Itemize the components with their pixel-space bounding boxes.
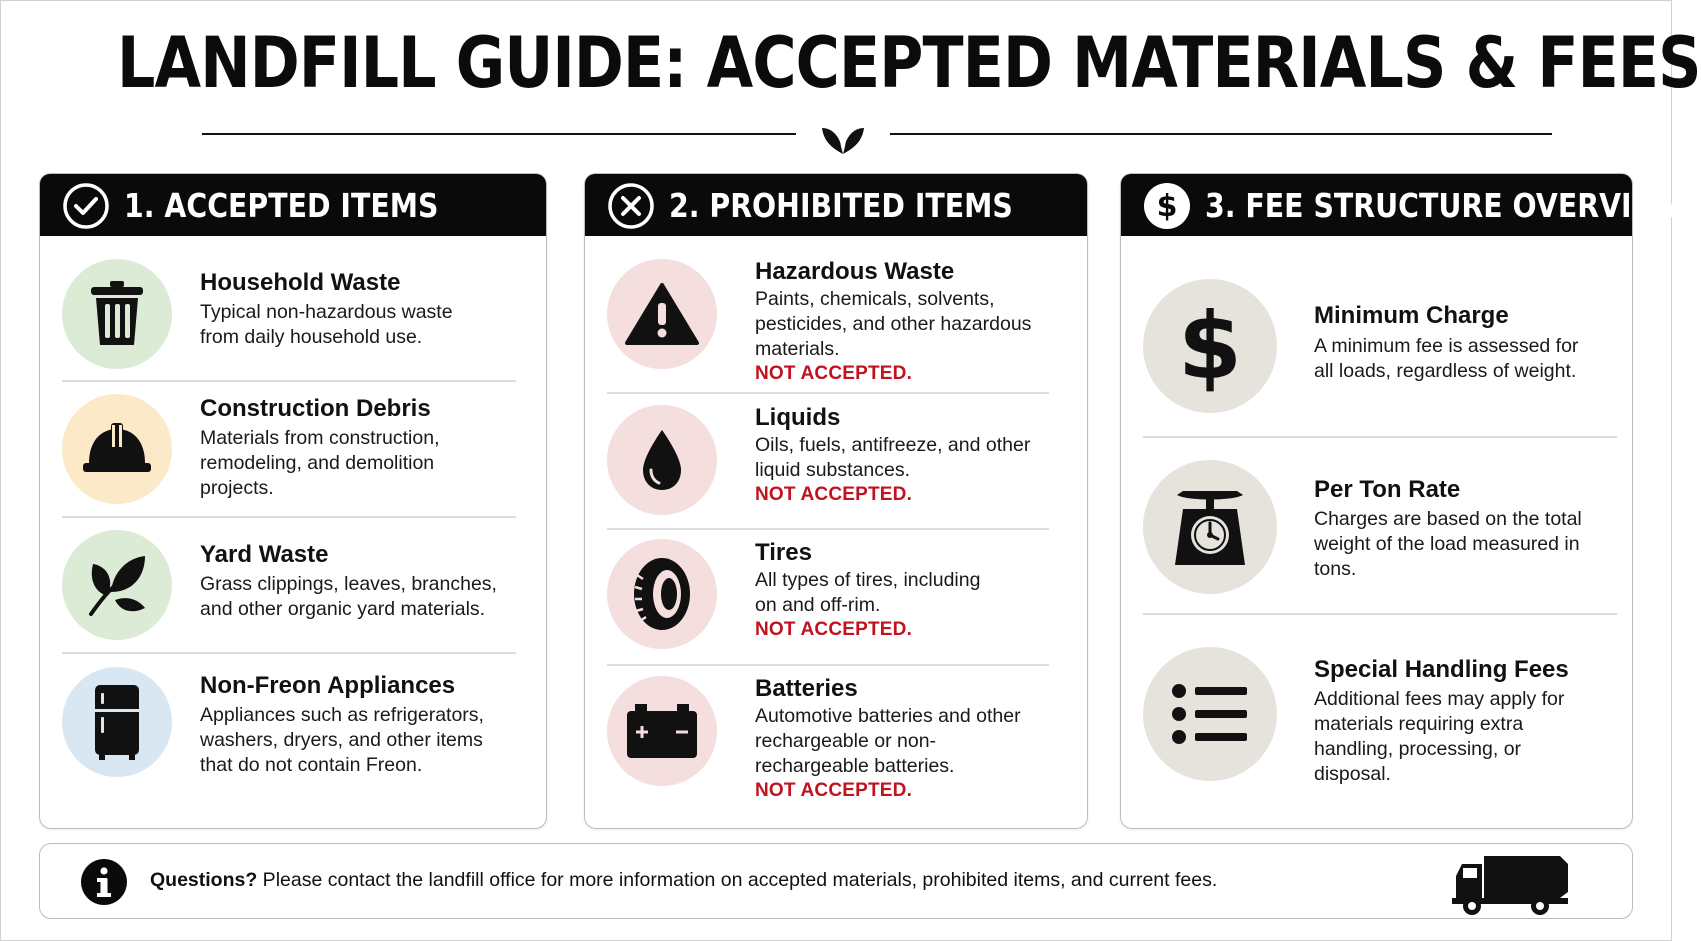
item-description: Grass clippings, leaves, branches, and other organic yard materials. — [200, 573, 497, 620]
icon-circle — [607, 259, 717, 369]
icon-circle — [62, 259, 172, 369]
dollar-circle-icon — [1143, 182, 1191, 230]
item-description: A minimum fee is assessed for all loads, regardless of weight. — [1314, 335, 1579, 382]
accepted-items-heading: 1. ACCEPTED ITEMS — [124, 186, 439, 225]
divider — [607, 664, 1049, 666]
svg-text:$: $ — [1156, 189, 1178, 224]
prohibited-items-heading: 2. PROHIBITED ITEMS — [669, 186, 1013, 225]
item-description: Materials from construction, remodeling, and demolition projects. — [200, 427, 440, 499]
page-title: LANDFILL GUIDE: ACCEPTED MATERIALS & FEES — [117, 22, 1701, 104]
prohibited-items-panel — [584, 173, 1088, 829]
item-title: Non-Freon Appliances — [200, 672, 456, 699]
footer-message — [150, 869, 1217, 892]
item-description: Typical non-hazardous waste from daily household use. — [200, 301, 453, 348]
icon-circle — [62, 667, 172, 777]
x-circle-icon — [607, 182, 655, 230]
leaf-icon — [816, 114, 870, 158]
item-description: Oils, fuels, antifreeze, and other liquid substances. — [755, 434, 1031, 481]
item-title: Hazardous Waste — [755, 258, 955, 285]
icon-circle — [607, 405, 717, 515]
list-icon — [1171, 681, 1249, 747]
divider — [62, 380, 516, 382]
item-title: Special Handling Fees — [1314, 656, 1569, 683]
icon-circle — [1143, 279, 1277, 413]
item-description: Paints, chemicals, solvents, pesticides, and other hazardous materials. — [755, 288, 1032, 360]
divider — [1143, 613, 1617, 615]
scale-icon — [1173, 487, 1247, 567]
item-description: Automotive batteries and other rechargeable or non-rechargeable batteries. — [755, 705, 1021, 777]
item-description: Additional fees may apply for materials requiring extra handling, processing, or disposal. — [1314, 688, 1565, 785]
not-accepted-label: NOT ACCEPTED. — [755, 619, 913, 640]
tire-icon — [631, 555, 693, 633]
item-title: Batteries — [755, 675, 858, 702]
droplet-icon — [639, 428, 685, 492]
divider — [62, 516, 516, 518]
refrigerator-icon — [93, 683, 141, 761]
garbage-truck-icon — [1452, 852, 1570, 916]
not-accepted-label: NOT ACCEPTED. — [755, 363, 913, 384]
divider — [1143, 436, 1617, 438]
item-title: Minimum Charge — [1314, 302, 1509, 329]
item-description: Charges are based on the total weight of the load measured in tons. — [1314, 508, 1582, 580]
icon-circle — [607, 539, 717, 649]
divider — [607, 392, 1049, 394]
not-accepted-label: NOT ACCEPTED. — [755, 780, 913, 801]
trash-can-icon — [88, 281, 146, 347]
icon-circle — [607, 676, 717, 786]
prohibited-items-header — [585, 174, 1087, 236]
title-rule-right — [890, 133, 1552, 135]
warning-triangle-icon — [624, 281, 700, 347]
accepted-items-header — [40, 174, 546, 236]
item-title: Tires — [755, 539, 812, 566]
hard-hat-icon — [81, 421, 153, 477]
footer-body: Please contact the landfill office for more information on accepted materials, prohibited items, and current fees. — [257, 869, 1218, 891]
icon-circle — [1143, 647, 1277, 781]
leaf-icon — [85, 552, 149, 618]
svg-text:$: $ — [1177, 293, 1243, 400]
icon-circle — [62, 394, 172, 504]
fee-structure-heading: 3. FEE STRUCTURE OVERVIEW — [1205, 186, 1683, 225]
dollar-sign-icon — [1177, 293, 1243, 400]
icon-circle — [62, 530, 172, 640]
accepted-items-panel — [39, 173, 547, 829]
questions-footer — [39, 843, 1633, 919]
item-description: Appliances such as refrigerators, washers, dryers, and other items that do not contain Freon. — [200, 704, 484, 776]
divider — [607, 528, 1049, 530]
battery-icon — [625, 702, 699, 760]
item-description: All types of tires, including on and off-rim. — [755, 569, 981, 616]
info-icon — [80, 858, 128, 906]
fee-structure-panel — [1120, 173, 1683, 829]
item-title: Liquids — [755, 404, 841, 431]
item-title: Per Ton Rate — [1314, 476, 1461, 503]
not-accepted-label: NOT ACCEPTED. — [755, 484, 913, 505]
fee-structure-header — [1121, 174, 1683, 236]
checkmark-circle-icon — [62, 182, 110, 230]
item-title: Yard Waste — [200, 541, 329, 568]
footer-lead: Questions? — [150, 869, 258, 891]
divider — [62, 652, 516, 654]
title-rule-left — [202, 133, 796, 135]
item-title: Construction Debris — [200, 395, 431, 422]
icon-circle — [1143, 460, 1277, 594]
item-title: Household Waste — [200, 269, 401, 296]
